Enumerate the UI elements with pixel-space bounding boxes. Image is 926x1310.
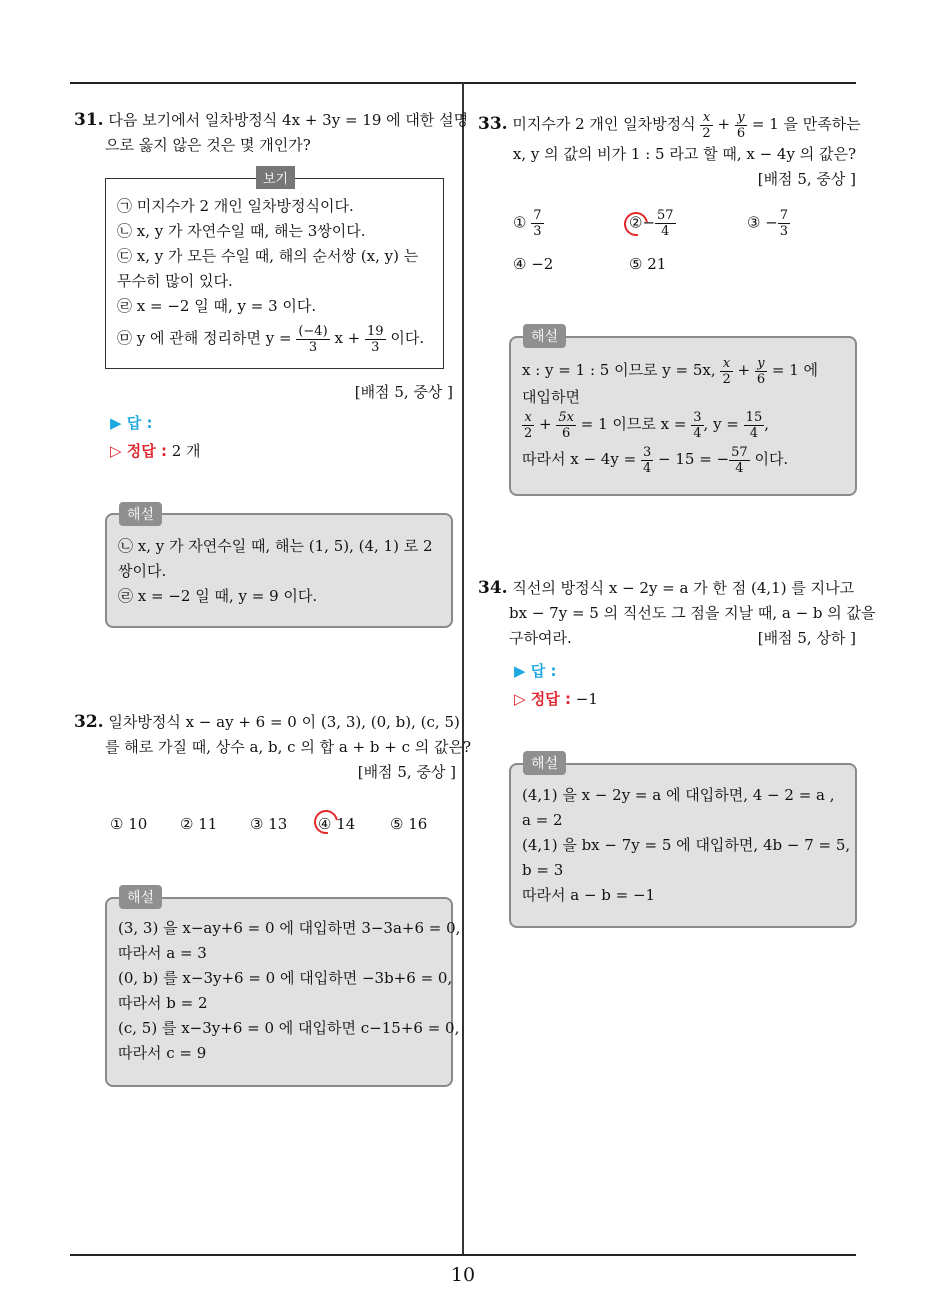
fraction: $\frac{19}{3}$: [367, 323, 384, 355]
solution-line: 따라서 a = 3: [118, 944, 207, 962]
solution-line: (0, b) 를 x−3y+6 = 0 에 대입하면 −3b+6 = 0,: [118, 969, 453, 987]
correct-answer: ▷ 정답 : −1: [514, 690, 598, 708]
question-33: 33. 미지수가 2 개인 일차방정식 $\frac{x}{2}$ + $\frac{y}{6}$ = 1 을 만족하는 x, y 의 값의 비가 1 : 5 라고 할 때, x − 4y 의 값은? [배점 5, 중상 ]: [478, 106, 860, 192]
bogi-label: 보기: [256, 166, 295, 189]
question-text: 구하여라.: [509, 629, 572, 647]
solution-line: (c, 5) 를 x−3y+6 = 0 에 대입하면 c−15+6 = 0,: [118, 1019, 460, 1037]
solution-tag: 해설: [523, 324, 566, 348]
option-1[interactable]: ① 10: [110, 815, 148, 833]
question-number: 33.: [478, 114, 508, 134]
option-3[interactable]: ③ − $\frac{7}{3}$: [747, 208, 789, 239]
option-2[interactable]: ②− $\frac{57}{4}$: [629, 208, 674, 239]
question-text: x, y 의 값의 비가 1 : 5 라고 할 때, x − 4y 의 값은?: [512, 145, 856, 163]
solution-tag: 해설: [523, 751, 566, 775]
solution-text: x : y = 1 : 5 이므로 y = 5x, $\frac{x}{2}$ + $\frac{y}{6}$ = 1 에 대입하면 $\frac{x}{2}$ + $\frac{5x}{6}$ = 1 이므로 x = $\frac{3}{4}$ , y = $\frac{15}{4}$ , 따라서 x − 4y = $\frac{3}{4}$ − 15 = − $\frac{57}{4}$ 이다.: [522, 355, 819, 476]
score: [배점 5, 상하 ]: [757, 629, 856, 647]
question-number: 34.: [478, 578, 508, 598]
bogi-items: [117, 194, 437, 357]
fraction: $\frac{y}{6}$: [736, 109, 746, 141]
question-text: = 1 을 만족하는: [751, 115, 861, 133]
question-text: bx − 7y = 5 의 직선도 그 점을 지날 때, a − b 의 값을: [509, 604, 876, 622]
question-number: 32.: [74, 712, 104, 732]
solution-line: ㉣ x = −2 일 때, y = 9 이다.: [118, 587, 318, 605]
bogi-item: ㉠ 미지수가 2 개인 일차방정식이다.: [117, 197, 354, 215]
fraction: $\frac{(-4)}{3}$: [298, 323, 328, 355]
question-text: 으로 옳지 않은 것은 몇 개인가?: [105, 136, 311, 154]
bogi-item: ㉢ x, y 가 모든 수일 때, 해의 순서쌍 (x, y) 는: [117, 247, 419, 265]
solution-line: 따라서 b = 2: [118, 994, 208, 1012]
score: [배점 5, 중상 ]: [357, 763, 456, 781]
score: [배점 5, 중상 ]: [757, 170, 856, 188]
option-5[interactable]: ⑤ 21: [629, 255, 667, 273]
solution-line: (4,1) 을 bx − 7y = 5 에 대입하면, 4b − 7 = 5,: [522, 836, 851, 854]
solution-line: 쌍이다.: [118, 562, 167, 580]
bogi-item: ㉣ x = −2 일 때, y = 3 이다.: [117, 297, 317, 315]
correct-answer: ▷ 정답 : 2 개: [110, 442, 201, 460]
question-text: 일차방정식 x − ay + 6 = 0 이 (3, 3), (0, b), (c, 5): [108, 713, 460, 731]
solution-line: ㉡ x, y 가 자연수일 때, 해는 (1, 5), (4, 1) 로 2: [118, 537, 433, 555]
solution-text: [118, 916, 461, 1066]
question-text: 미지수가 2 개인 일차방정식: [512, 115, 696, 133]
option-4[interactable]: ④ −2: [513, 255, 554, 273]
solution-line: 따라서 a − b = −1: [522, 886, 656, 904]
solution-text: [522, 783, 852, 908]
bottom-rule: [70, 1254, 856, 1256]
question-32: [74, 710, 472, 785]
question-31: [74, 108, 469, 158]
solution-line: (4,1) 을 x − 2y = a 에 대입하면, 4 − 2 = a ,: [522, 786, 835, 804]
bogi-item: ㉡ x, y 가 자연수일 때, 해는 3쌍이다.: [117, 222, 366, 240]
answer-circle-mark: [309, 805, 342, 838]
option-3[interactable]: ③ 13: [250, 815, 288, 833]
solution-tag: 해설: [119, 502, 162, 526]
fraction: $\frac{x}{2}$: [702, 109, 711, 141]
question-text: 다음 보기에서 일차방정식 4x + 3y = 19 에 대한 설명: [108, 111, 469, 129]
score: [배점 5, 중상 ]: [354, 383, 453, 401]
bogi-item: 무수히 많이 있다.: [117, 272, 233, 290]
solution-line: (3, 3) 을 x−ay+6 = 0 에 대입하면 3−3a+6 = 0,: [118, 919, 461, 937]
bogi-item: ㉤ y 에 관해 정리하면 y = $\frac{(-4)}{3}$ x + $\frac{19}{3}$ 이다.: [117, 323, 425, 355]
answer-label: ▶ 답 :: [514, 662, 557, 680]
solution-line: b = 3: [522, 861, 564, 879]
answer-label: ▶ 답 :: [110, 414, 153, 432]
solution-line: 따라서 c = 9: [118, 1044, 207, 1062]
question-34: [478, 576, 876, 651]
solution-tag: 해설: [119, 885, 162, 909]
question-number: 31.: [74, 110, 104, 130]
option-1[interactable]: ① $\frac{7}{3}$: [513, 208, 542, 239]
column-divider: [462, 82, 464, 1255]
question-text: 를 해로 가질 때, 상수 a, b, c 의 합 a + b + c 의 값은?: [105, 738, 472, 756]
page-number: 10: [450, 1264, 476, 1286]
option-5[interactable]: ⑤ 16: [390, 815, 428, 833]
option-4[interactable]: ④ 14: [318, 815, 356, 833]
option-2[interactable]: ② 11: [180, 815, 218, 833]
solution-text: [118, 534, 448, 609]
solution-line: a = 2: [522, 811, 563, 829]
question-text: 직선의 방정식 x − 2y = a 가 한 점 (4,1) 를 지나고: [512, 579, 855, 597]
